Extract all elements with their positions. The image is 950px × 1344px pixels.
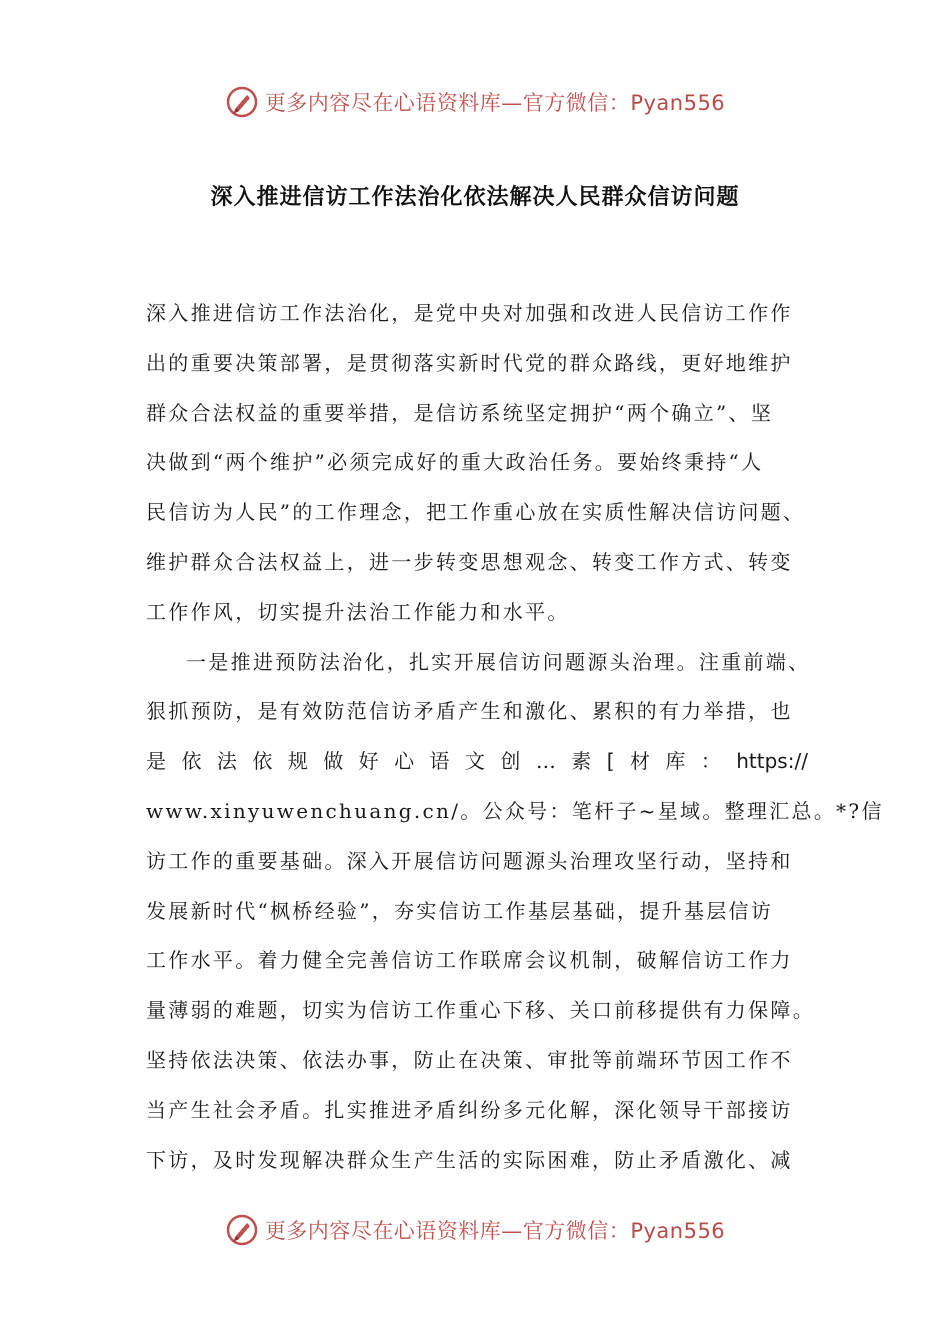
spread-token: 做 xyxy=(323,749,344,774)
spread-token: 是 xyxy=(146,749,166,774)
spread-token: ： xyxy=(700,749,721,774)
spread-token: 库 xyxy=(665,749,686,774)
spread-token: 心 xyxy=(394,749,415,774)
spread-token: 法 xyxy=(216,749,237,774)
url-text-line: www.xinyuwenchuang.cn/。公众号：笔杆子~星域。整理汇总。*?信 xyxy=(146,798,884,823)
text-line: 发展新时代“枫桥经验”，夯实信访工作基层基础，提升基层信访 xyxy=(146,898,774,923)
spread-token: 材 xyxy=(629,749,650,774)
text-line: 群众合法权益的重要举措，是信访系统坚定拥护“两个确立”、坚 xyxy=(146,400,774,425)
watermark-handle: Pyan556 xyxy=(630,91,726,115)
watermark-footer xyxy=(0,1210,950,1250)
document-title: 深入推进信访工作法治化依法解决人民群众信访问题 xyxy=(210,185,740,210)
text-line: 决做到“两个维护”必须完成好的重大政治任务。要始终秉持“人 xyxy=(146,450,764,475)
spread-token: 规 xyxy=(287,749,308,774)
text-line: 狠抓预防，是有效防范信访矛盾产生和激化、累积的有力举措，也 xyxy=(146,699,793,724)
text-line: 坚持依法决策、依法办事，防止在决策、审批等前端环节因工作不 xyxy=(146,1047,793,1072)
pen-logo-icon xyxy=(225,1213,259,1247)
watermark-handle: Pyan556 xyxy=(630,1219,726,1243)
paragraph-start-line: 一是推进预防法治化，扎实开展信访问题源头治理。注重前端、 xyxy=(186,649,811,674)
spread-token: 创 xyxy=(500,749,521,774)
spread-token: [ xyxy=(606,749,615,774)
spread-token: 好 xyxy=(358,749,379,774)
pen-logo-icon xyxy=(225,85,259,119)
spread-token: https:// xyxy=(736,749,808,774)
text-line: 深入推进信访工作法治化，是党中央对加强和改进人民信访工作作 xyxy=(146,301,793,325)
text-line: 工作作风，切实提升法治工作能力和水平。 xyxy=(146,599,570,624)
text-line: 量薄弱的难题，切实为信访工作重心下移、关口前移提供有力保障。 xyxy=(146,998,815,1023)
spread-token: 依 xyxy=(181,749,202,774)
spread-token: 文 xyxy=(464,749,485,774)
text-line: 当产生社会矛盾。扎实推进矛盾纠纷多元化解，深化领导干部接访 xyxy=(146,1097,793,1122)
text-line: 维护群众合法权益上，进一步转变思想观念、转变工作方式、转变 xyxy=(146,549,793,574)
watermark-text: 更多内容尽在心语资料库—官方微信：Pyan556 xyxy=(264,1219,726,1243)
spread-token: 依 xyxy=(252,749,273,774)
spread-token: 语 xyxy=(429,749,450,774)
document-body xyxy=(146,293,884,1189)
text-line: 访工作的重要基础。深入开展信访问题源头治理攻坚行动，坚持和 xyxy=(146,848,793,873)
text-line: 下访，及时发现解决群众生产生活的实际困难，防止矛盾激化、减 xyxy=(146,1147,793,1172)
text-line: 民信访为人民”的工作理念，把工作重心放在实质性解决信访问题、 xyxy=(146,500,806,525)
spread-token: 素 xyxy=(571,749,592,774)
text-line: 出的重要决策部署，是贯彻落实新时代党的群众路线，更好地维护 xyxy=(146,350,793,375)
watermark-text: 更多内容尽在心语资料库—官方微信：Pyan556 xyxy=(264,91,726,115)
justified-text-line xyxy=(146,741,808,791)
text-line: 工作水平。着力健全完善信访工作联席会议机制，破解信访工作力 xyxy=(146,948,793,973)
watermark-header xyxy=(0,82,950,122)
spread-token: … xyxy=(535,749,556,774)
